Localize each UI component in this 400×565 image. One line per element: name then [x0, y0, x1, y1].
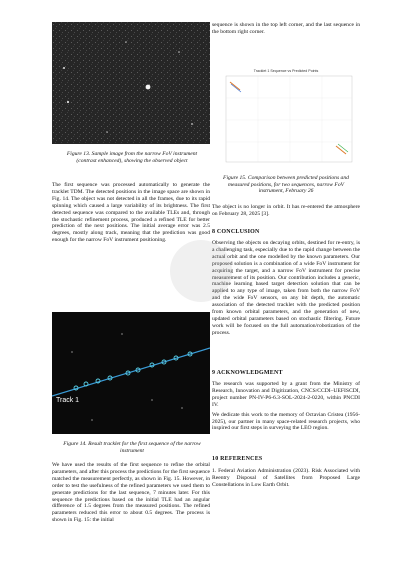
sequence-2-points [336, 144, 348, 154]
figure-13-caption: Figure 13. Sample image from the narrow FoV instrument (contrast enhanced), showing the observed object [66, 151, 198, 164]
comparison-chart [216, 60, 356, 170]
watermark-logo [170, 240, 232, 302]
section-heading-10: 10 REFERENCES [212, 456, 263, 462]
star-field [52, 22, 210, 144]
figure-13-image [52, 22, 210, 144]
acknowledgment-text [212, 381, 360, 435]
reference-1: 1. Federal Aviation Administration (2023). Risk Associated with Reentry Disposal of Satellites from Proposed Large Constellations in Low Earth Orbit. [212, 468, 360, 488]
section-heading-9: 9 ACKNOWLEDGMENT [212, 370, 283, 376]
figure-14-caption: Figure 14. Result tracklet for the first sequence of the narrow instrument [63, 441, 201, 454]
paragraph: Observing the objects on decaying orbits, destined for re-entry, is a challenging task, especially due to the rapid change between the actual orbit and the one modelled by the known parameters. Our proposed solution is a combination of a wide FoV instrument for acquiring the target, and a narrow FoV instrument for precise measurement of its position. Our contribution includes a generic, machine learning based target detection solution that can be applied to any type of image, taken from both the narrow FoV and the wide FoV sensors, on any bit depth, the automatic association of the detected tracklet with the predicted position from known orbital parameters, and the generation of new, updated orbital parameters based on stochastic filtering. Future work will be focused on the full automation/robotization of the process. [212, 240, 360, 336]
paragraph: We dedicate this work to the memory of Octavian Cristea (1956-2025), our partner in many space-related research projects, who inspired our first steps in surveying the LEO region. [212, 411, 360, 432]
paragraph: sequence is shown in the top left corner, and the last sequence in the bottom right corner. [212, 22, 360, 35]
paragraph: The object is no longer in orbit. It has re-entered the atmosphere on February 28, 2025 [3]. [212, 204, 360, 217]
paragraph: We have used the results of the first sequence to refine the orbital parameters, and after this process the predictions for the first sequence matched the measurement perfectly, as shown in Fig. 15. However, in order to test the usefulness of the refined parameters we used them to generate predictions for the last sequence, 7 minutes later. For this sequence the predictions based on the initial TLE had an angular difference of 1.5 degrees from the measured positions. The refined parameters reduced this error to about 0.5 degrees. The process is shown in Fig. 15: the initial [52, 462, 210, 524]
paragraph: The research was supported by a grant from the Ministry of Research, Innovation and Digitization, CNCS/CCDI–UEFISCDI, project number PN-IV-P6-6.3-SOL-2024-2-0220, within PNCDI IV. [212, 381, 360, 408]
tracklet-plot [52, 312, 210, 434]
paragraph: The first sequence was processed automatically to generate the tracklet TDM. The detected positions in the image space are shown in Fig. 14. The object was not detected in all the frames, due to its rapid spinning which caused a large variability of its brightness. The first detected sequence was compared to the available TLEs and, through the stochastic refinement process, produced a refined TLE for better prediction of the next positions. The initial average error was 2.5 degrees, mostly along track, meaning that the prediction was good enough for the narrow FoV instrument positioning. [52, 182, 210, 244]
chart-title: Tracklet 1 Sequence vs Predicted Points [253, 69, 319, 73]
observed-object [146, 85, 151, 90]
figure-14-image [52, 312, 210, 434]
conclusion-text [212, 240, 360, 340]
section-heading-8: 8 CONCLUSION [212, 229, 260, 235]
figure-15-chart [216, 60, 356, 170]
right-paragraph-after [212, 204, 360, 221]
left-paragraph-2 [52, 462, 210, 527]
right-paragraph-top [212, 22, 360, 39]
track-label: Track 1 [56, 397, 80, 404]
figure-15-caption: Figure 15. Comparison between predicted positions and measured positions, for two sequences, narrow FoV instrument, February 26 [223, 175, 349, 195]
left-paragraph-1 [52, 182, 210, 247]
sequence-1-points [230, 82, 241, 92]
